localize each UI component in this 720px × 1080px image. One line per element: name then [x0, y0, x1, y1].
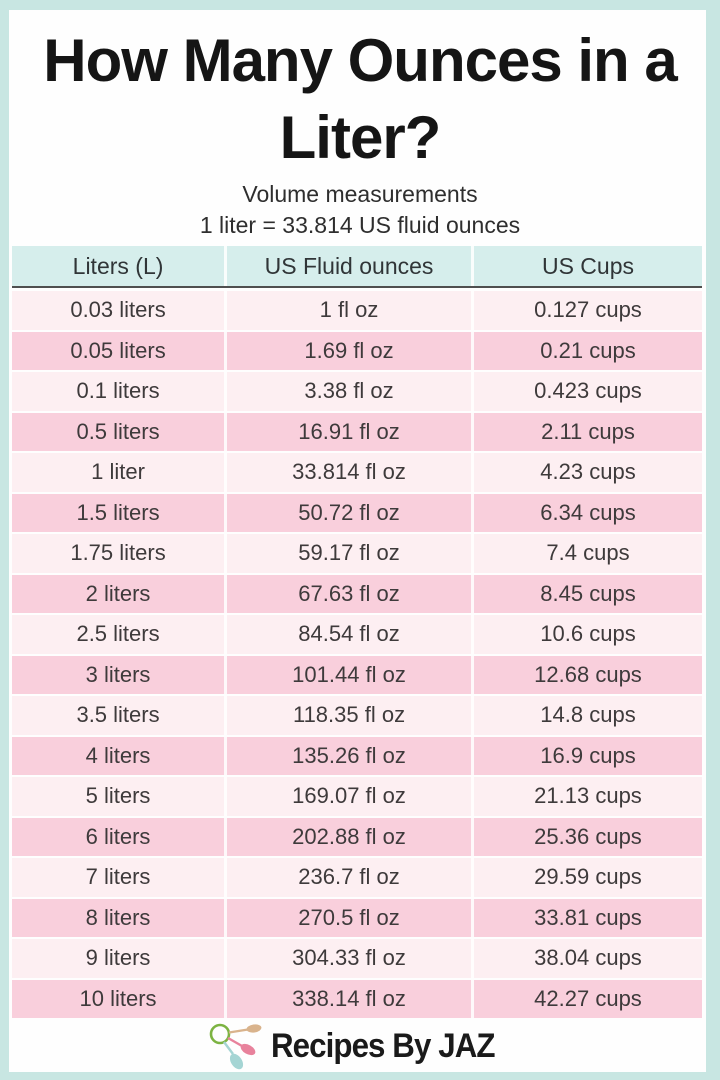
table-row [12, 737, 702, 776]
cell-cups: 8.45 cups [471, 575, 702, 614]
cell-liters: 0.1 liters [76, 378, 160, 404]
cell-cups: 42.27 cups [471, 980, 702, 1019]
cell-cups: 33.81 cups [471, 899, 702, 938]
table-row [12, 372, 702, 411]
cell-liters: 9 liters [85, 945, 151, 971]
cell-fluid-ounces: 84.54 fl oz [224, 615, 471, 654]
cell-cups: 29.59 cups [471, 858, 702, 897]
cell-cups: 6.34 cups [471, 494, 702, 533]
cell-fluid-ounces: 304.33 fl oz [224, 939, 471, 978]
table-row [12, 615, 702, 654]
cell-liters: 0.5 liters [76, 418, 160, 444]
cell-fluid-ounces: 67.63 fl oz [224, 575, 471, 614]
table-row [12, 818, 702, 857]
cell-fluid-ounces: 270.5 fl oz [224, 899, 471, 938]
table-row [12, 858, 702, 897]
cell-liters: 0.05 liters [70, 337, 166, 363]
cell-liters: 1 liter [91, 459, 145, 485]
cell-liters: 3.5 liters [76, 702, 160, 728]
cell-liters: 5 liters [85, 783, 151, 809]
header-cell-cups: US Cups [471, 246, 702, 286]
brand-name: Recipes By JAZ [270, 1026, 495, 1065]
cell-liters: 1.5 liters [76, 499, 160, 525]
cell-fluid-ounces: 101.44 fl oz [224, 656, 471, 695]
cell-fluid-ounces: 33.814 fl oz [224, 453, 471, 492]
page-title-line-2: Liter? [279, 104, 441, 171]
cell-cups: 25.36 cups [471, 818, 702, 857]
cell-fluid-ounces: 1.69 fl oz [224, 332, 471, 371]
table-body [12, 291, 702, 1018]
cell-cups: 0.423 cups [471, 372, 702, 411]
table-row [12, 534, 702, 573]
cell-liters: 1.75 liters [70, 540, 166, 566]
cell-cups: 0.21 cups [471, 332, 702, 371]
cell-liters: 4 liters [85, 742, 151, 768]
cell-cups: 38.04 cups [471, 939, 702, 978]
cell-liters: 3 liters [85, 661, 151, 687]
table-row [12, 939, 702, 978]
cell-fluid-ounces: 59.17 fl oz [224, 534, 471, 573]
cell-cups: 12.68 cups [471, 656, 702, 695]
cell-fluid-ounces: 1 fl oz [224, 291, 471, 330]
conversion-table [12, 246, 702, 1018]
title-block [0, 22, 720, 239]
header-cell-liters: Liters (L) [72, 252, 164, 279]
cell-fluid-ounces: 338.14 fl oz [224, 980, 471, 1019]
table-row [12, 777, 702, 816]
table-row [12, 494, 702, 533]
cell-fluid-ounces: 135.26 fl oz [224, 737, 471, 776]
cell-liters: 7 liters [85, 864, 151, 890]
cell-liters: 0.03 liters [70, 297, 166, 323]
table-row [12, 696, 702, 735]
table-row [12, 332, 702, 371]
cell-cups: 21.13 cups [471, 777, 702, 816]
table-row [12, 291, 702, 330]
cell-cups: 10.6 cups [471, 615, 702, 654]
cell-liters: 6 liters [85, 823, 151, 849]
table-row [12, 980, 702, 1019]
page-title-line-1: How Many Ounces in a [43, 27, 677, 94]
cell-liters: 10 liters [79, 985, 157, 1011]
table-row [12, 899, 702, 938]
cell-cups: 2.11 cups [471, 413, 702, 452]
cell-liters: 2 liters [85, 580, 151, 606]
cell-cups: 4.23 cups [471, 453, 702, 492]
cell-fluid-ounces: 16.91 fl oz [224, 413, 471, 452]
cell-fluid-ounces: 202.88 fl oz [224, 818, 471, 857]
cell-fluid-ounces: 3.38 fl oz [224, 372, 471, 411]
table-row [12, 656, 702, 695]
footer [0, 1019, 720, 1073]
table-header-row [12, 246, 702, 288]
measuring-spoons-icon [207, 1020, 263, 1072]
cell-fluid-ounces: 169.07 fl oz [224, 777, 471, 816]
subtitle: Volume measurements [242, 181, 478, 207]
cell-liters: 8 liters [85, 904, 151, 930]
cell-liters: 2.5 liters [76, 621, 160, 647]
cell-cups: 14.8 cups [471, 696, 702, 735]
cell-cups: 7.4 cups [471, 534, 702, 573]
cell-fluid-ounces: 236.7 fl oz [224, 858, 471, 897]
table-row [12, 453, 702, 492]
cell-cups: 0.127 cups [471, 291, 702, 330]
conversion-formula: 1 liter = 33.814 US fluid ounces [199, 212, 521, 238]
cell-fluid-ounces: 50.72 fl oz [224, 494, 471, 533]
table-row [12, 575, 702, 614]
cell-fluid-ounces: 118.35 fl oz [224, 696, 471, 735]
header-cell-fluid-ounces: US Fluid ounces [224, 246, 471, 286]
table-row [12, 413, 702, 452]
cell-cups: 16.9 cups [471, 737, 702, 776]
